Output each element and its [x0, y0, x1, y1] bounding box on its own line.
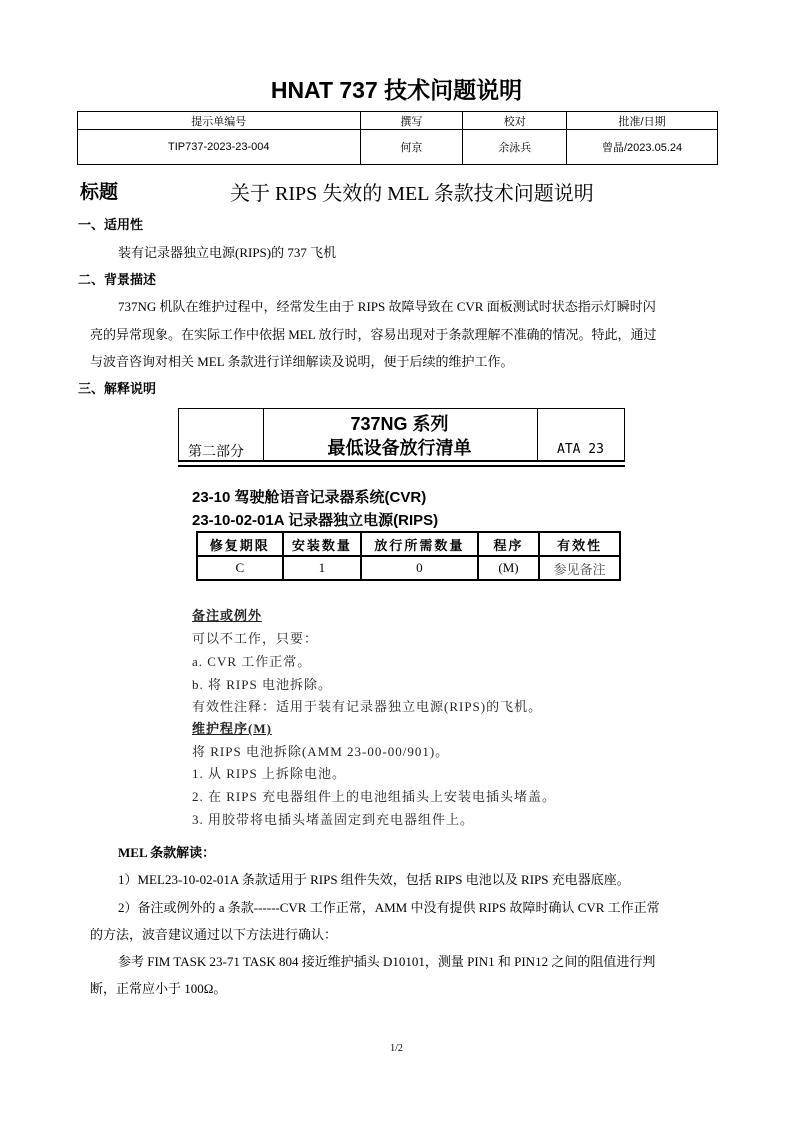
reviewer: 余泳兵 [463, 130, 567, 165]
remarks-heading: 备注或例外 [192, 608, 263, 623]
interpretation-line: 的方法，波音建议通过以下方法进行确认： [90, 927, 338, 942]
background-line: 737NG 机队在维护过程中，经常发生由于 RIPS 故障导致在 CVR 面板测试时状态指示灯瞬时闪 [118, 299, 656, 314]
tip-number: TIP737-2023-23-004 [78, 130, 361, 165]
interpretation-line: 断，正常应小于 100Ω。 [90, 981, 227, 996]
required-qty: 0 [361, 556, 477, 580]
remark-line: 有效性注释：适用于装有记录器独立电源(RIPS)的飞机。 [192, 699, 543, 714]
mel-ata: ATA 23 [557, 442, 604, 457]
header-cell: 校对 [463, 112, 567, 130]
repair-category: C [197, 556, 283, 580]
background-line: 与波音咨询对相关 MEL 条款进行详细解读及说明，便于后续的维护工作。 [90, 354, 514, 369]
section-heading-explanation: 三、解释说明 [78, 381, 157, 396]
mel-list-title: 最低设备放行清单 [327, 438, 472, 458]
divider [178, 465, 625, 467]
mel-item-table [196, 531, 621, 581]
mel-item: 23-10-02-01A 记录器独立电源(RIPS) [192, 512, 439, 529]
remark-line: a. CVR 工作正常。 [192, 654, 312, 669]
header-cell: 提示单编号 [78, 112, 361, 130]
mel-header-cell: 有效性 [539, 532, 620, 556]
maintenance-heading: 维护程序(M) [192, 721, 272, 736]
effectivity: 参见备注 [539, 556, 620, 580]
subject-text: 关于 RIPS 失效的 MEL 条款技术问题说明 [230, 183, 594, 205]
interpretation-line: 参考 FIM TASK 23-71 TASK 804 接近维护插头 D10101，测量 PIN1 和 PIN12 之间的阻值进行判 [118, 954, 656, 969]
interpretation-line: 1）MEL23-10-02-01A 条款适用于 RIPS 组件失效，包括 RIPS 电池以及 RIPS 充电器底座。 [118, 872, 630, 887]
remark-line: b. 将 RIPS 电池拆除。 [192, 677, 332, 692]
remark-line: 可以不工作，只要： [192, 631, 319, 646]
mel-header-cell: 安装数量 [283, 532, 362, 556]
mel-header-cell: 程序 [478, 532, 540, 556]
applicability-text: 装有记录器独立电源(RIPS)的 737 飞机 [118, 245, 337, 260]
header-table [77, 111, 718, 165]
author: 何京 [360, 130, 463, 165]
mel-part: 第二部分 [188, 443, 244, 459]
approval-date: 曾晶/2023.05.24 [567, 130, 718, 165]
background-line: 亮的异常现象。在实际工作中依据 MEL 放行时，容易出现对于条款理解不准确的情况。特此，通过 [90, 327, 657, 342]
section-heading-background: 二、背景描述 [78, 272, 157, 287]
mel-series: 737NG 系列 [350, 414, 449, 434]
procedure: (M) [478, 556, 540, 580]
maintenance-line: 将 RIPS 电池拆除(AMM 23-00-00/901)。 [192, 744, 450, 759]
mel-header-cell: 修复期限 [197, 532, 283, 556]
subject-label: 标题 [80, 182, 119, 203]
maintenance-line: 1. 从 RIPS 上拆除电池。 [192, 766, 346, 781]
section-heading-applicability: 一、适用性 [78, 217, 144, 232]
mel-header-cell: 放行所需数量 [361, 532, 477, 556]
header-cell: 批准/日期 [567, 112, 718, 130]
header-cell: 撰写 [360, 112, 463, 130]
document-title: HNAT 737 技术问题说明 [270, 77, 523, 103]
maintenance-line: 3. 用胶带将电插头堵盖固定到充电器组件上。 [192, 812, 475, 827]
mel-system: 23-10 驾驶舱语音记录器系统(CVR) [192, 489, 427, 506]
page-number: 1/2 [390, 1043, 403, 1054]
interpretation-line: 2）备注或例外的 a 条款------CVR 工作正常，AMM 中没有提供 RIPS 故障时确认 CVR 工作正常 [118, 900, 660, 915]
maintenance-line: 2. 在 RIPS 充电器组件上的电池组插头上安装电插头堵盖。 [192, 789, 556, 804]
installed-qty: 1 [283, 556, 362, 580]
interpretation-heading: MEL 条款解读： [118, 845, 216, 860]
